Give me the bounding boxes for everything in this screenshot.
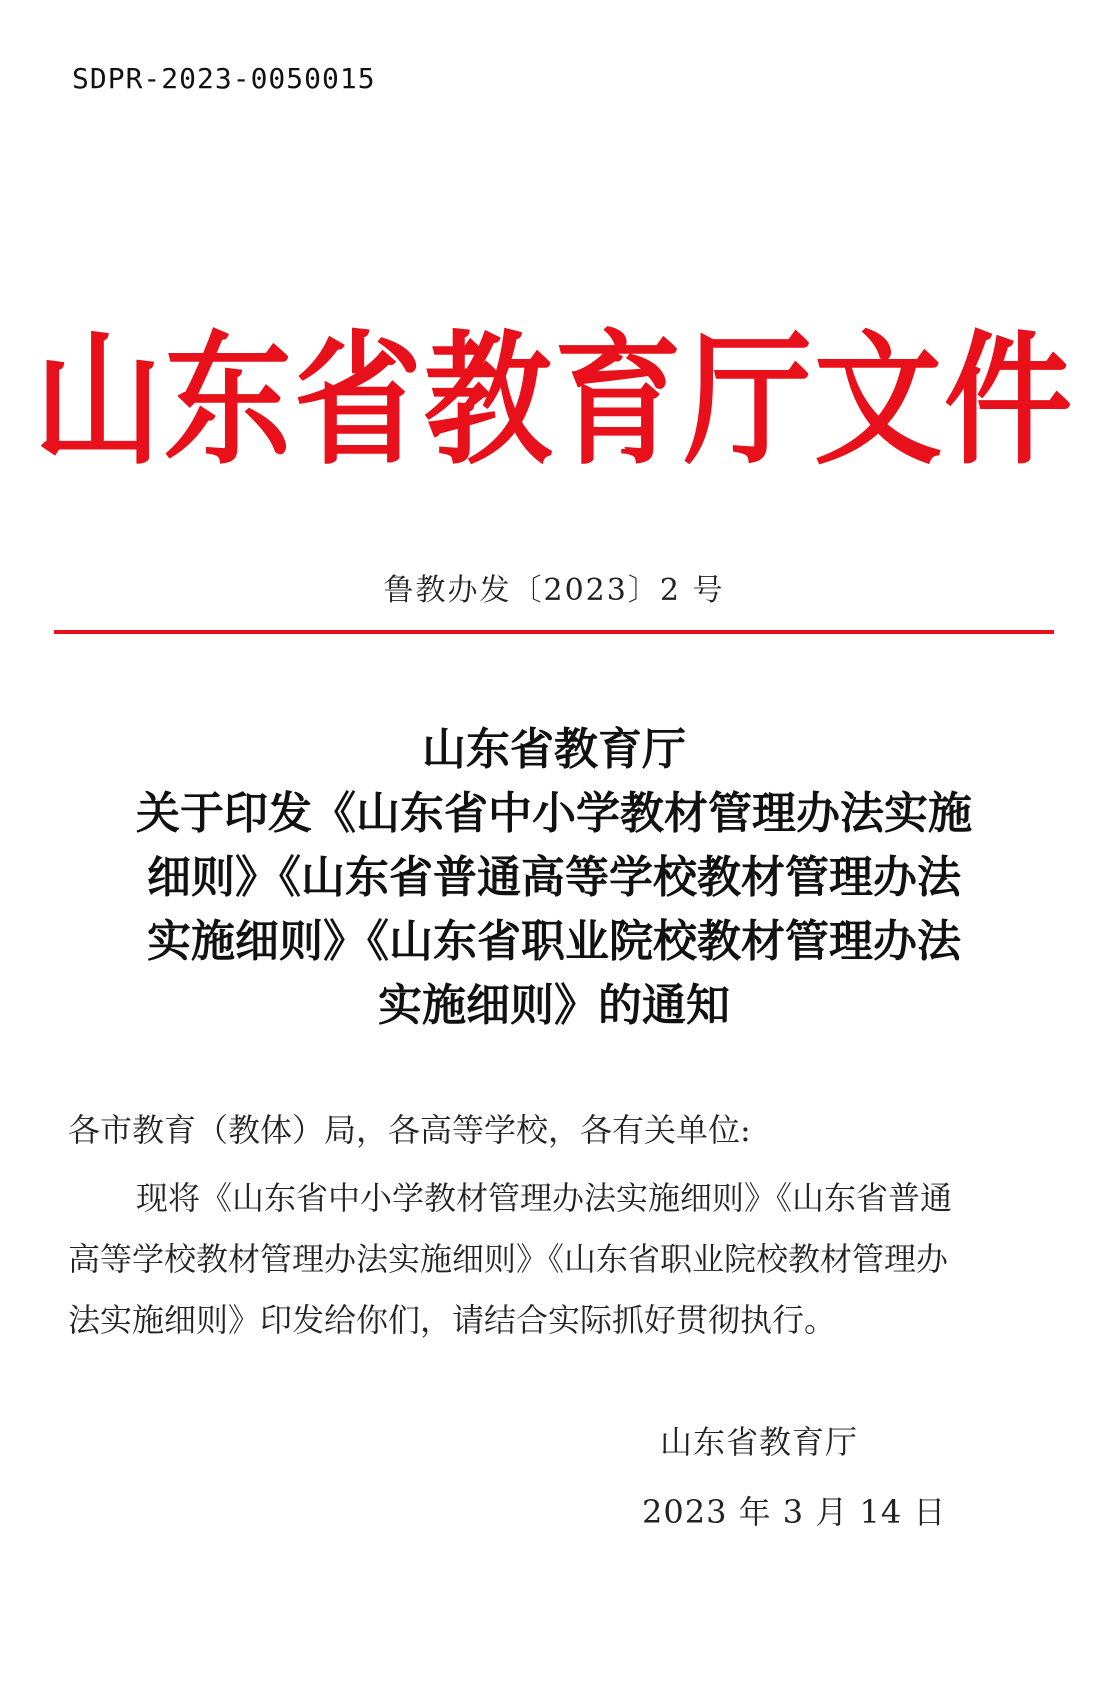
document-number: 鲁教办发〔2023〕2 号	[383, 573, 725, 608]
salutation: 各市教育（教体）局，各高等学校，各有关单位:	[68, 1111, 751, 1149]
masthead-title: 山东省教育厅文件	[33, 318, 1074, 485]
notice-title	[60, 718, 1048, 1038]
title-line: 关于印发《山东省中小学教材管理办法实施	[136, 788, 972, 839]
issue-date: 2023 年 3 月 14 日	[642, 1493, 947, 1531]
title-line: 山东省教育厅	[422, 724, 686, 775]
title-line: 细则》《山东省普通高等学校教材管理办法	[147, 852, 961, 903]
document-code: SDPR-2023-0050015	[72, 62, 376, 95]
body-line: 法实施细则》印发给你们，请结合实际抓好贯彻执行。	[68, 1301, 837, 1339]
issuer-signature: 山东省教育厅	[660, 1423, 859, 1461]
body-paragraph	[68, 1168, 1058, 1351]
title-line: 实施细则》的通知	[378, 980, 730, 1031]
body-line: 高等学校教材管理办法实施细则》《山东省职业院校教材管理办	[68, 1240, 949, 1278]
red-divider-rule	[54, 630, 1054, 634]
title-line: 实施细则》《山东省职业院校教材管理办法	[147, 916, 961, 967]
body-line: 现将《山东省中小学教材管理办法实施细则》《山东省普通	[136, 1179, 953, 1217]
